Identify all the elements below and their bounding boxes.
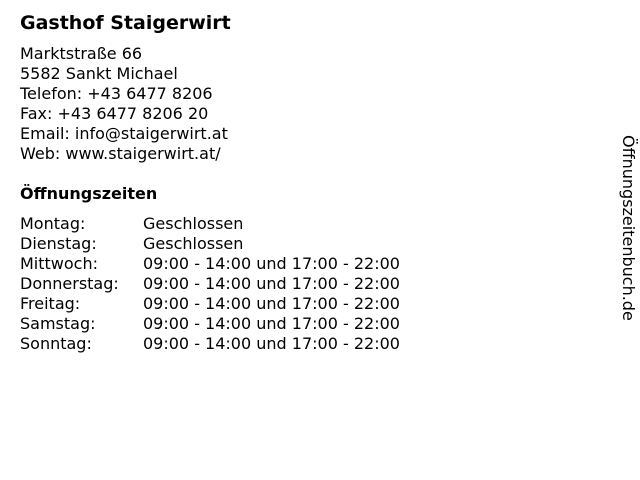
day-hours: 09:00 - 14:00 und 17:00 - 22:00	[143, 314, 400, 333]
day-label: Dienstag:	[20, 234, 97, 253]
day-label: Montag:	[20, 214, 86, 233]
day-hours: Geschlossen	[143, 214, 244, 233]
day-label: Sonntag:	[20, 334, 92, 353]
postal-city: 5582 Sankt Michael	[20, 64, 178, 83]
phone-number: Telefon: +43 6477 8206	[20, 84, 213, 103]
day-label: Donnerstag:	[20, 274, 119, 293]
day-label: Freitag:	[20, 294, 81, 313]
email-address: Email: info@staigerwirt.at	[20, 124, 228, 143]
day-hours: 09:00 - 14:00 und 17:00 - 22:00	[143, 334, 400, 353]
fax-number: Fax: +43 6477 8206 20	[20, 104, 209, 123]
street-address: Marktstraße 66	[20, 44, 143, 63]
day-label: Samstag:	[20, 314, 96, 333]
opening-hours-heading: Öffnungszeiten	[20, 184, 158, 203]
site-watermark-label: Öffnungszeitenbuch.de	[619, 135, 638, 321]
business-name: Gasthof Staigerwirt	[20, 12, 231, 34]
contact-info	[20, 44, 228, 164]
day-hours: 09:00 - 14:00 und 17:00 - 22:00	[143, 294, 400, 313]
day-hours: 09:00 - 14:00 und 17:00 - 22:00	[143, 274, 400, 293]
day-hours: 09:00 - 14:00 und 17:00 - 22:00	[143, 254, 400, 273]
day-hours: Geschlossen	[143, 234, 244, 253]
day-label: Mittwoch:	[20, 254, 98, 273]
website: Web: www.staigerwirt.at/	[20, 144, 221, 163]
